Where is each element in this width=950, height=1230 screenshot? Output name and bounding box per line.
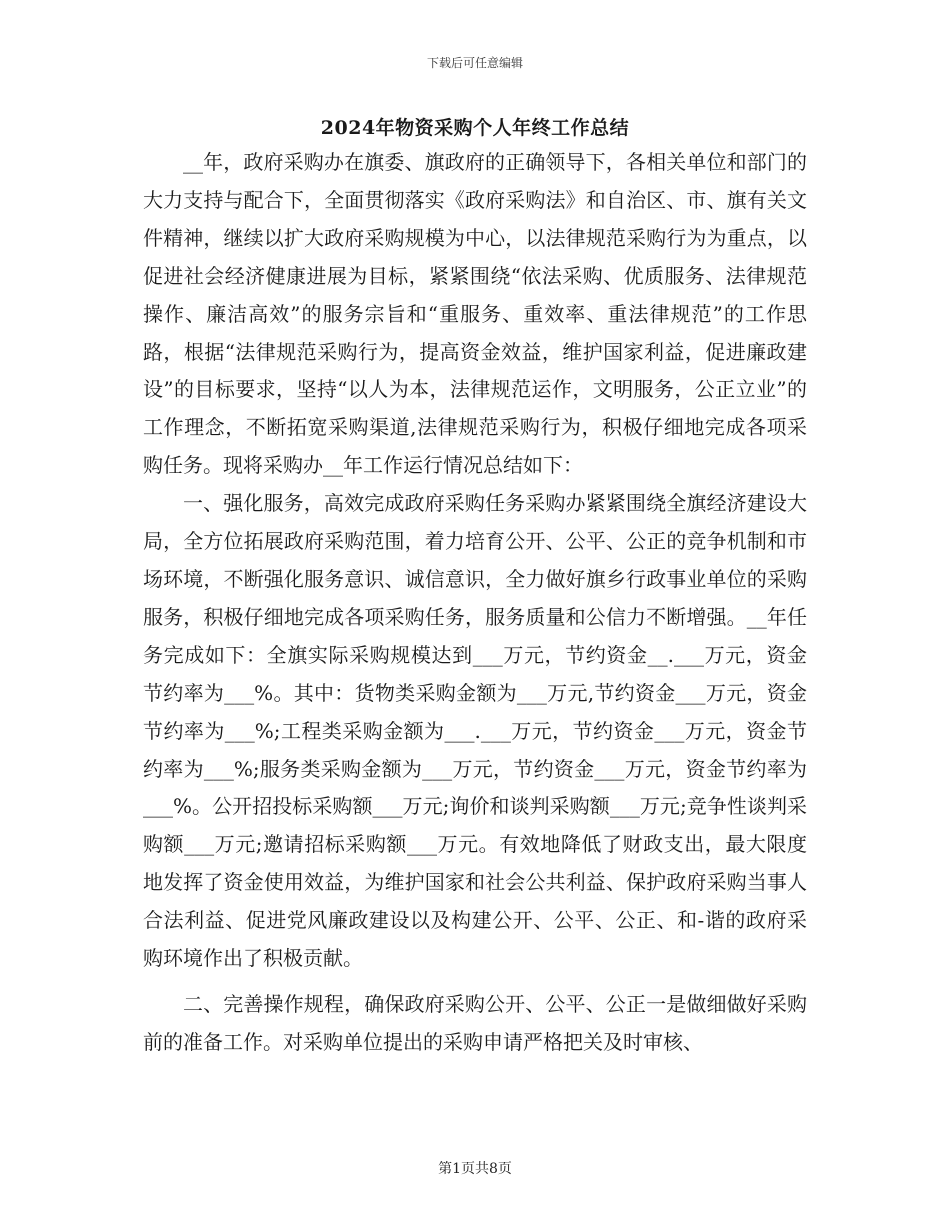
document-body <box>143 144 807 1062</box>
page-header-note: 下载后可任意编辑 <box>426 56 523 70</box>
paragraph-intro: __年，政府采购办在旗委、旗政府的正确领导下，各相关单位和部门的大力支持与配合下，全面贯彻落实《政府采购法》和自治区、市、旗有关文件精神，继续以扩大政府采购规模为中心，以法律规范采购行为为重点，以促进社会经济健康进展为目标，紧紧围绕“依法采购、优质服务、法律规范操作、廉洁高效”的服务宗旨和“重服务、重效率、重法律规范”的工作思路，根据“法律规范采购行为，提高资金效益，维护国家利益，促进廉政建设”的目标要求，坚持“以人为本，法律规范运作，文明服务，公正立业”的工作理念，不断拓宽采购渠道,法律规范采购行为，积极仔细地完成各项采购任务。现将采购办__年工作运行情况总结如下： <box>143 150 807 478</box>
paragraph-section-2: 二、完善操作规程，确保政府采购公开、公平、公正一是做细做好采购前的准备工作。对采购单位提出的采购申请严格把关及时审核、 <box>143 991 807 1054</box>
paragraph-section-1: 一、强化服务，高效完成政府采购任务采购办紧紧围绕全旗经济建设大局，全方位拓展政府采购范围，着力培育公开、公平、公正的竞争机制和市场环境，不断强化服务意识、诚信意识，全力做好旗乡行政事业单位的采购服务，积极仔细地完成各项采购任务，服务质量和公信力不断增强。__年任务完成如下：全旗实际采购规模达到___万元，节约资金__.___万元，资金节约率为___%。其中：货物类采购金额为___万元,节约资金___万元，资金节约率为___%;工程类采购金额为___.___万元，节约资金___万元，资金节约率为___%;服务类采购金额为___万元，节约资金___万元，资金节约率为___%。公开招投标采购额___万元;询价和谈判采购额___万元;竞争性谈判采购额___万元;邀请招标采购额___万元。有效地降低了财政支出，最大限度地发挥了资金使用效益，为维护国家和社会公共利益、保护政府采购当事人合法利益、促进党风廉政建设以及构建公开、公平、公正、和-谐的政府采购环境作出了积极贡献。 <box>143 491 807 971</box>
page-number: 第1页共8页 <box>438 1161 512 1177</box>
paragraph-spacer <box>143 978 807 986</box>
document-title: 2024年物资采购个人年终工作总结 <box>320 117 630 139</box>
